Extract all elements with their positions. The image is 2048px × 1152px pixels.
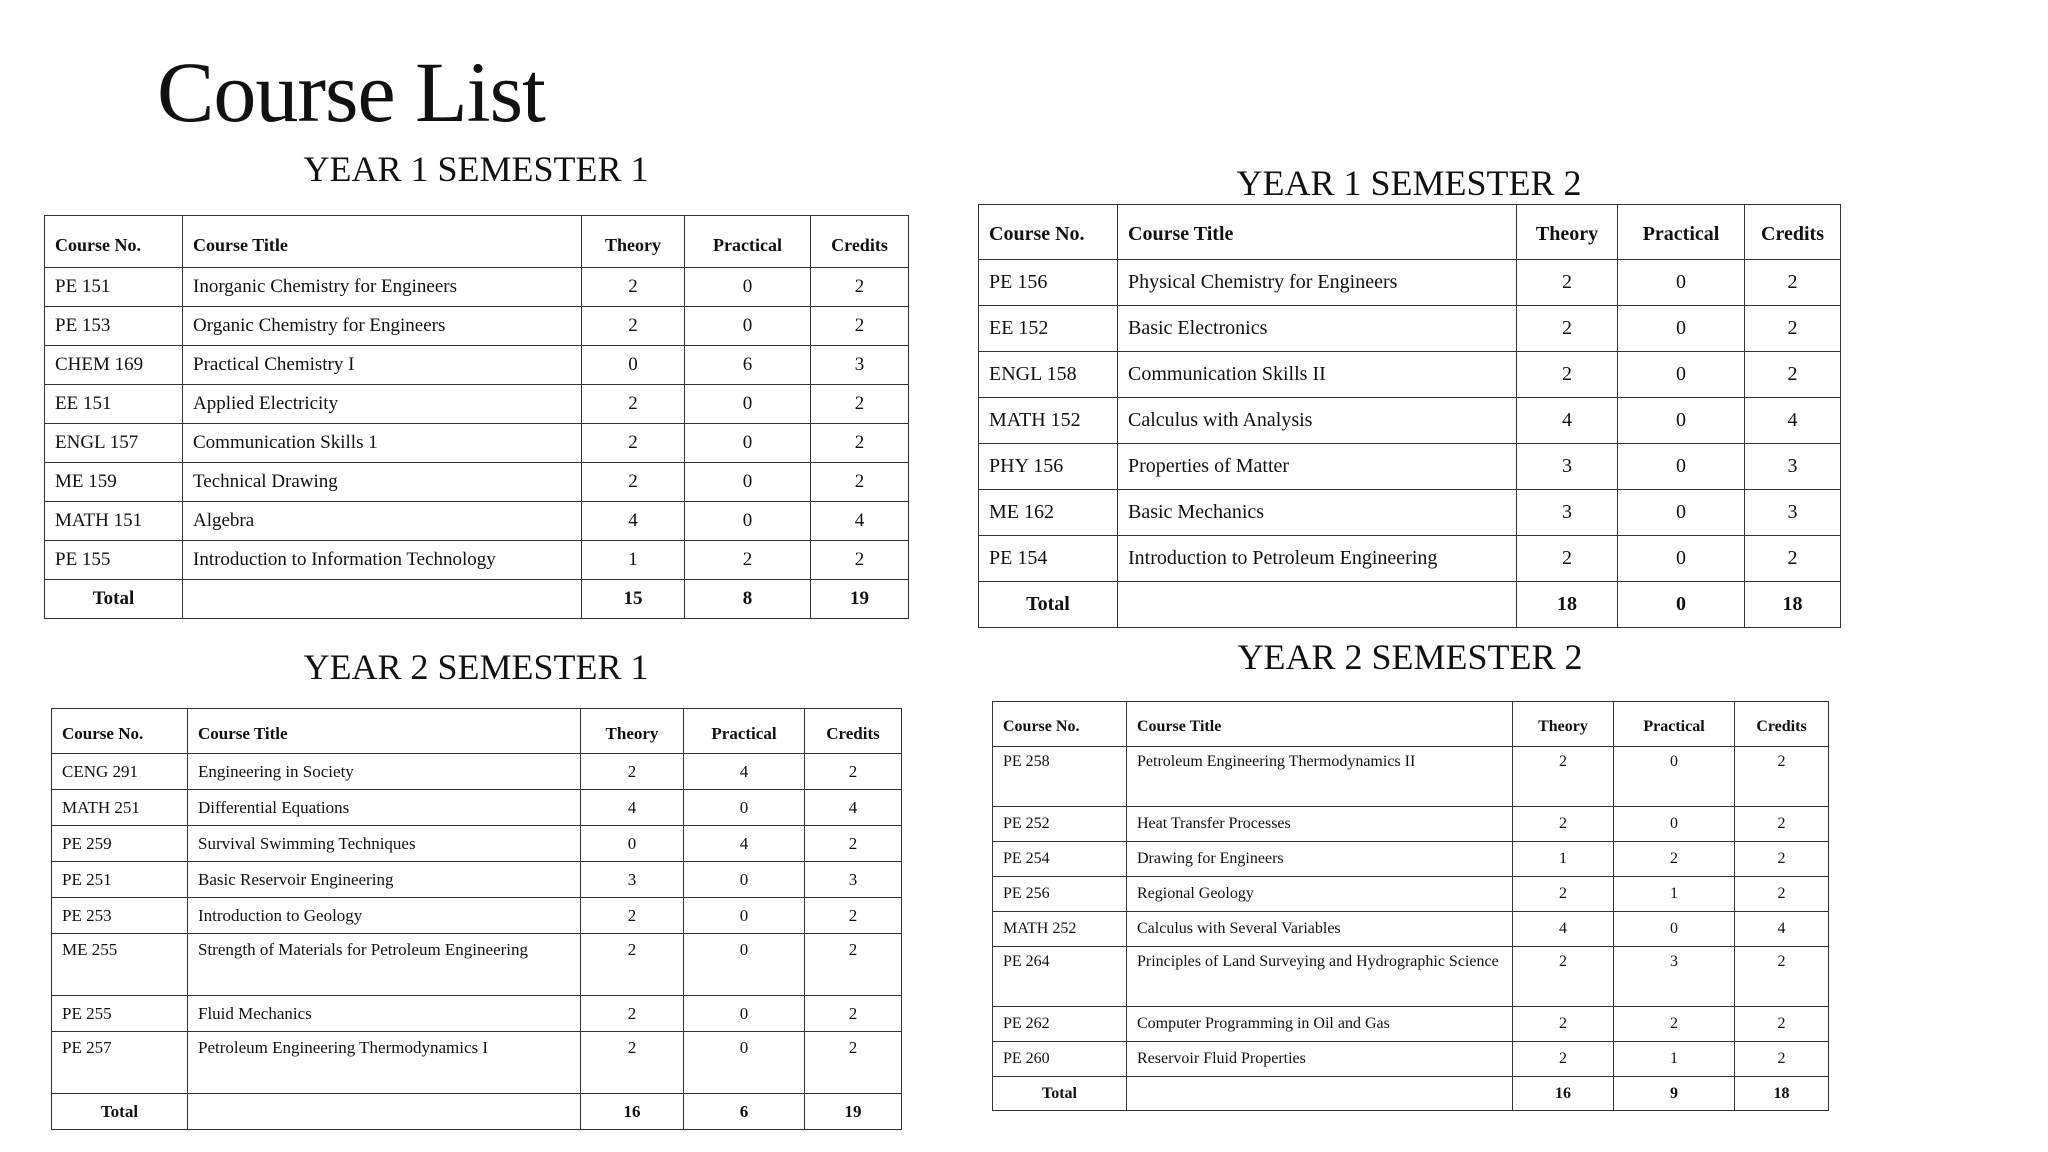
course-title: Reservoir Fluid Properties (1127, 1042, 1513, 1077)
practical-value: 0 (684, 1032, 805, 1094)
course-no: ME 255 (52, 934, 188, 996)
theory-value: 1 (582, 541, 685, 580)
theory-value: 0 (582, 346, 685, 385)
course-no: PE 258 (993, 747, 1127, 807)
total-empty-cell (183, 580, 582, 619)
practical-value: 4 (684, 826, 805, 862)
theory-value: 2 (581, 754, 684, 790)
credits-value: 2 (1735, 807, 1829, 842)
table-row (45, 502, 909, 541)
table-row (979, 352, 1841, 398)
header-theory: Theory (581, 709, 684, 754)
header-course-title: Course Title (1127, 702, 1513, 747)
total-row (45, 580, 909, 619)
theory-value: 2 (582, 463, 685, 502)
table-row (993, 842, 1829, 877)
total-row (52, 1094, 902, 1130)
theory-value: 1 (1513, 842, 1614, 877)
course-title: Inorganic Chemistry for Engineers (183, 268, 582, 307)
table-header-row (993, 702, 1829, 747)
course-title: Communication Skills 1 (183, 424, 582, 463)
theory-value: 2 (582, 268, 685, 307)
course-no: ME 159 (45, 463, 183, 502)
course-title: Fluid Mechanics (188, 996, 581, 1032)
table-row (45, 268, 909, 307)
practical-value: 2 (1614, 1007, 1735, 1042)
header-course-title: Course Title (188, 709, 581, 754)
course-no: MATH 152 (979, 398, 1118, 444)
table-row (45, 463, 909, 502)
course-title: Heat Transfer Processes (1127, 807, 1513, 842)
theory-value: 2 (1513, 947, 1614, 1007)
course-no: ENGL 157 (45, 424, 183, 463)
course-title: Engineering in Society (188, 754, 581, 790)
credits-value: 2 (1745, 306, 1841, 352)
theory-value: 2 (1513, 877, 1614, 912)
total-label: Total (45, 580, 183, 619)
theory-value: 4 (1513, 912, 1614, 947)
table-row (993, 1042, 1829, 1077)
course-no: CENG 291 (52, 754, 188, 790)
credits-value: 2 (1745, 260, 1841, 306)
credits-value: 2 (805, 934, 902, 996)
table-row (52, 862, 902, 898)
credits-value: 2 (1735, 947, 1829, 1007)
table-row (993, 912, 1829, 947)
table-row (52, 1032, 902, 1094)
course-no: PE 255 (52, 996, 188, 1032)
table-row (993, 877, 1829, 912)
theory-value: 2 (1513, 1042, 1614, 1077)
course-title: Survival Swimming Techniques (188, 826, 581, 862)
theory-value: 2 (581, 898, 684, 934)
credits-value: 2 (805, 826, 902, 862)
course-title: Strength of Materials for Petroleum Engineering (188, 934, 581, 996)
table-row (993, 947, 1829, 1007)
semester-heading: YEAR 2 SEMESTER 2 (1237, 637, 1583, 677)
header-credits: Credits (1735, 702, 1829, 747)
credits-value: 2 (805, 996, 902, 1032)
course-title: Introduction to Petroleum Engineering (1118, 536, 1517, 582)
credits-value: 2 (805, 754, 902, 790)
table-row (45, 541, 909, 580)
total-label: Total (52, 1094, 188, 1130)
course-no: PE 153 (45, 307, 183, 346)
credits-value: 2 (811, 268, 909, 307)
total-theory: 16 (581, 1094, 684, 1130)
header-course-no: Course No. (52, 709, 188, 754)
total-credits: 19 (811, 580, 909, 619)
header-theory: Theory (1517, 205, 1618, 260)
course-no: PE 155 (45, 541, 183, 580)
table-header-row (52, 709, 902, 754)
table-row (52, 934, 902, 996)
practical-value: 0 (685, 307, 811, 346)
header-credits: Credits (1745, 205, 1841, 260)
practical-value: 0 (684, 862, 805, 898)
credits-value: 3 (1745, 444, 1841, 490)
course-no: MATH 151 (45, 502, 183, 541)
header-course-no: Course No. (993, 702, 1127, 747)
practical-value: 2 (685, 541, 811, 580)
course-no: EE 151 (45, 385, 183, 424)
course-title: Principles of Land Surveying and Hydrographic Science (1127, 947, 1513, 1007)
credits-value: 2 (805, 898, 902, 934)
course-no: PE 262 (993, 1007, 1127, 1042)
course-table (51, 708, 902, 1130)
header-course-no: Course No. (45, 216, 183, 268)
course-title: Communication Skills II (1118, 352, 1517, 398)
practical-value: 0 (685, 268, 811, 307)
total-practical: 9 (1614, 1077, 1735, 1111)
header-theory: Theory (1513, 702, 1614, 747)
course-no: ME 162 (979, 490, 1118, 536)
credits-value: 4 (811, 502, 909, 541)
credits-value: 3 (805, 862, 902, 898)
practical-value: 0 (684, 934, 805, 996)
semester-block-y2s1 (51, 640, 901, 1120)
semester-block-y2s2 (992, 630, 1828, 1110)
practical-value: 1 (1614, 877, 1735, 912)
total-credits: 18 (1745, 582, 1841, 628)
semester-heading: YEAR 1 SEMESTER 2 (1236, 163, 1582, 203)
course-title: Petroleum Engineering Thermodynamics II (1127, 747, 1513, 807)
course-title: Physical Chemistry for Engineers (1118, 260, 1517, 306)
practical-value: 0 (1618, 306, 1745, 352)
table-row (52, 826, 902, 862)
table-row (993, 1007, 1829, 1042)
course-title: Calculus with Analysis (1118, 398, 1517, 444)
course-no: PE 259 (52, 826, 188, 862)
practical-value: 0 (1618, 444, 1745, 490)
table-row (979, 490, 1841, 536)
course-no: PE 256 (993, 877, 1127, 912)
theory-value: 2 (1517, 352, 1618, 398)
header-practical: Practical (1618, 205, 1745, 260)
total-row (979, 582, 1841, 628)
course-no: PE 253 (52, 898, 188, 934)
course-title: Organic Chemistry for Engineers (183, 307, 582, 346)
total-row (993, 1077, 1829, 1111)
page-title: Course List (157, 44, 545, 140)
table-row (993, 747, 1829, 807)
course-no: PE 257 (52, 1032, 188, 1094)
header-course-title: Course Title (1118, 205, 1517, 260)
course-title: Properties of Matter (1118, 444, 1517, 490)
table-header-row (979, 205, 1841, 260)
theory-value: 2 (1513, 1007, 1614, 1042)
theory-value: 4 (582, 502, 685, 541)
course-table (44, 215, 909, 619)
total-theory: 15 (582, 580, 685, 619)
header-theory: Theory (582, 216, 685, 268)
header-practical: Practical (685, 216, 811, 268)
semester-heading: YEAR 1 SEMESTER 1 (303, 149, 649, 189)
theory-value: 3 (1517, 490, 1618, 536)
practical-value: 0 (1618, 352, 1745, 398)
course-title: Basic Reservoir Engineering (188, 862, 581, 898)
course-title: Regional Geology (1127, 877, 1513, 912)
credits-value: 2 (811, 463, 909, 502)
total-theory: 16 (1513, 1077, 1614, 1111)
course-title: Petroleum Engineering Thermodynamics I (188, 1032, 581, 1094)
total-empty-cell (1118, 582, 1517, 628)
theory-value: 2 (1517, 536, 1618, 582)
course-title: Introduction to Information Technology (183, 541, 582, 580)
header-course-no: Course No. (979, 205, 1118, 260)
total-practical: 0 (1618, 582, 1745, 628)
course-no: PE 260 (993, 1042, 1127, 1077)
table-row (52, 898, 902, 934)
course-title: Basic Mechanics (1118, 490, 1517, 536)
practical-value: 6 (685, 346, 811, 385)
semester-heading: YEAR 2 SEMESTER 1 (303, 647, 649, 687)
practical-value: 0 (1618, 536, 1745, 582)
credits-value: 2 (811, 424, 909, 463)
semester-block-y1s2 (978, 156, 1840, 636)
credits-value: 2 (811, 541, 909, 580)
credits-value: 2 (1735, 1042, 1829, 1077)
practical-value: 0 (1618, 398, 1745, 444)
total-theory: 18 (1517, 582, 1618, 628)
practical-value: 0 (1618, 260, 1745, 306)
practical-value: 4 (684, 754, 805, 790)
practical-value: 0 (1614, 747, 1735, 807)
practical-value: 3 (1614, 947, 1735, 1007)
theory-value: 2 (1517, 260, 1618, 306)
credits-value: 2 (1735, 842, 1829, 877)
credits-value: 4 (1745, 398, 1841, 444)
credits-value: 2 (805, 1032, 902, 1094)
table-row (979, 444, 1841, 490)
course-no: PHY 156 (979, 444, 1118, 490)
theory-value: 2 (581, 934, 684, 996)
header-credits: Credits (805, 709, 902, 754)
course-title: Technical Drawing (183, 463, 582, 502)
credits-value: 3 (1745, 490, 1841, 536)
table-row (993, 807, 1829, 842)
credits-value: 2 (811, 307, 909, 346)
course-no: PE 156 (979, 260, 1118, 306)
practical-value: 0 (684, 898, 805, 934)
total-credits: 19 (805, 1094, 902, 1130)
table-row (979, 260, 1841, 306)
table-row (52, 790, 902, 826)
practical-value: 0 (685, 424, 811, 463)
practical-value: 0 (684, 790, 805, 826)
course-title: Calculus with Several Variables (1127, 912, 1513, 947)
credits-value: 2 (1745, 352, 1841, 398)
course-no: EE 152 (979, 306, 1118, 352)
theory-value: 4 (581, 790, 684, 826)
course-no: MATH 252 (993, 912, 1127, 947)
course-title: Applied Electricity (183, 385, 582, 424)
practical-value: 0 (1614, 912, 1735, 947)
practical-value: 0 (685, 463, 811, 502)
credits-value: 2 (811, 385, 909, 424)
credits-value: 4 (1735, 912, 1829, 947)
total-practical: 6 (684, 1094, 805, 1130)
course-no: PE 252 (993, 807, 1127, 842)
theory-value: 2 (581, 996, 684, 1032)
total-label: Total (979, 582, 1118, 628)
header-course-title: Course Title (183, 216, 582, 268)
course-table (992, 701, 1829, 1111)
theory-value: 3 (1517, 444, 1618, 490)
header-practical: Practical (1614, 702, 1735, 747)
total-label: Total (993, 1077, 1127, 1111)
credits-value: 2 (1735, 877, 1829, 912)
theory-value: 2 (582, 424, 685, 463)
credits-value: 3 (811, 346, 909, 385)
table-row (979, 398, 1841, 444)
practical-value: 0 (684, 996, 805, 1032)
theory-value: 2 (1517, 306, 1618, 352)
theory-value: 2 (1513, 807, 1614, 842)
table-row (979, 536, 1841, 582)
course-no: CHEM 169 (45, 346, 183, 385)
course-title: Basic Electronics (1118, 306, 1517, 352)
practical-value: 0 (1614, 807, 1735, 842)
credits-value: 2 (1735, 747, 1829, 807)
practical-value: 0 (685, 385, 811, 424)
total-empty-cell (188, 1094, 581, 1130)
credits-value: 2 (1735, 1007, 1829, 1042)
course-no: MATH 251 (52, 790, 188, 826)
course-title: Algebra (183, 502, 582, 541)
header-credits: Credits (811, 216, 909, 268)
table-row (52, 754, 902, 790)
course-no: PE 151 (45, 268, 183, 307)
total-credits: 18 (1735, 1077, 1829, 1111)
practical-value: 0 (685, 502, 811, 541)
total-practical: 8 (685, 580, 811, 619)
table-row (979, 306, 1841, 352)
table-header-row (45, 216, 909, 268)
table-row (52, 996, 902, 1032)
practical-value: 2 (1614, 842, 1735, 877)
theory-value: 2 (1513, 747, 1614, 807)
table-row (45, 346, 909, 385)
course-no: PE 254 (993, 842, 1127, 877)
course-no: PE 264 (993, 947, 1127, 1007)
header-practical: Practical (684, 709, 805, 754)
theory-value: 3 (581, 862, 684, 898)
table-row (45, 424, 909, 463)
theory-value: 4 (1517, 398, 1618, 444)
semester-block-y1s1 (44, 142, 908, 622)
course-title: Drawing for Engineers (1127, 842, 1513, 877)
course-title: Computer Programming in Oil and Gas (1127, 1007, 1513, 1042)
course-no: ENGL 158 (979, 352, 1118, 398)
practical-value: 0 (1618, 490, 1745, 536)
credits-value: 2 (1745, 536, 1841, 582)
theory-value: 2 (581, 1032, 684, 1094)
table-row (45, 385, 909, 424)
theory-value: 0 (581, 826, 684, 862)
course-no: PE 251 (52, 862, 188, 898)
course-no: PE 154 (979, 536, 1118, 582)
theory-value: 2 (582, 385, 685, 424)
course-table (978, 204, 1841, 628)
course-title: Practical Chemistry I (183, 346, 582, 385)
credits-value: 4 (805, 790, 902, 826)
total-empty-cell (1127, 1077, 1513, 1111)
practical-value: 1 (1614, 1042, 1735, 1077)
table-row (45, 307, 909, 346)
course-title: Introduction to Geology (188, 898, 581, 934)
theory-value: 2 (582, 307, 685, 346)
course-title: Differential Equations (188, 790, 581, 826)
